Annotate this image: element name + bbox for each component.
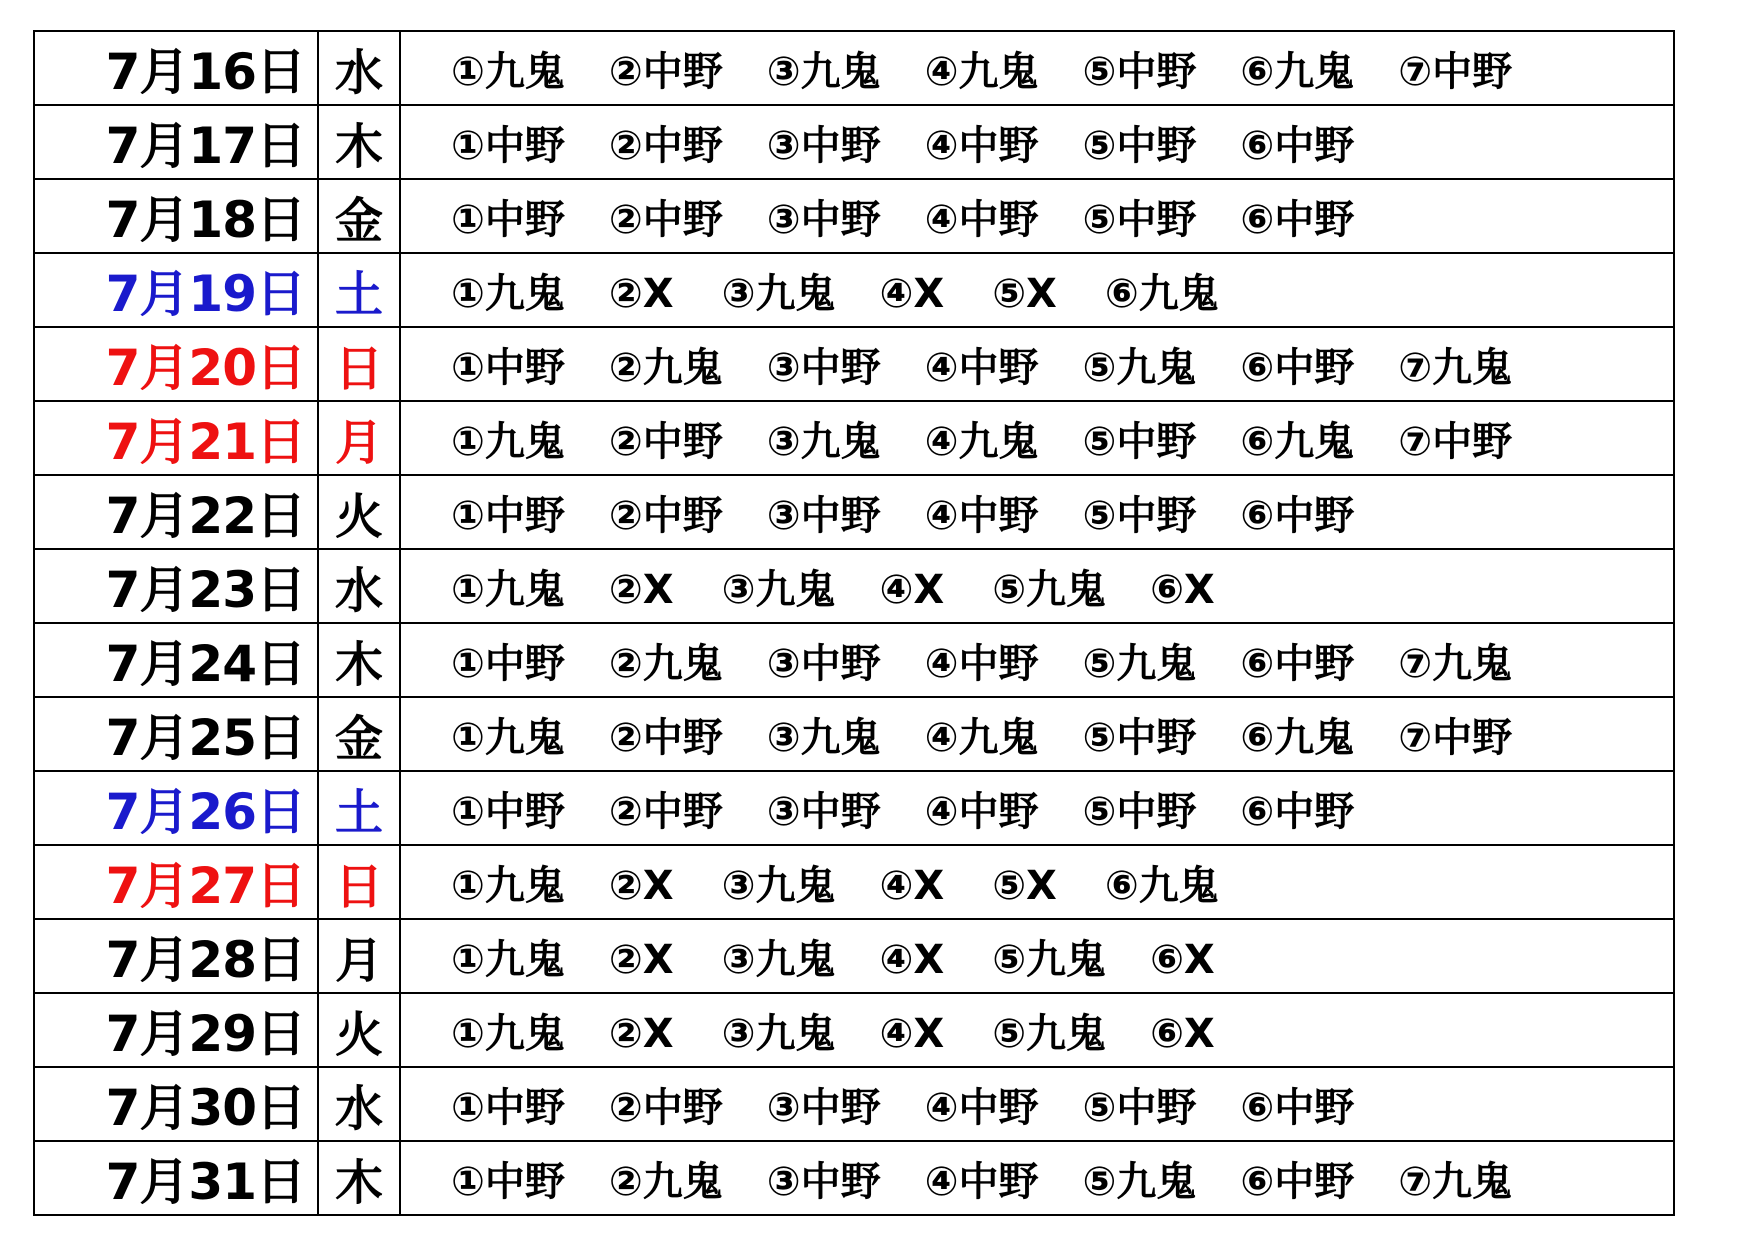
- slot-assignment: ①中野: [451, 196, 565, 243]
- assignments-cell: [400, 475, 1674, 549]
- schedule-table: [33, 30, 1675, 1216]
- assignments-cell: [400, 697, 1674, 771]
- date-cell: 7月31日: [34, 1141, 318, 1215]
- table-row: [34, 179, 1674, 253]
- date-cell: 7月21日: [34, 401, 318, 475]
- slot-assignment: ⑥中野: [1240, 1084, 1355, 1131]
- date-cell: 7月30日: [34, 1067, 318, 1141]
- table-row: [34, 993, 1674, 1067]
- slot-assignment: ⑥中野: [1240, 196, 1355, 243]
- slot-assignment: ①中野: [451, 788, 565, 835]
- slot-assignment: ④中野: [924, 788, 1039, 835]
- slot-assignment: ③九鬼: [766, 48, 881, 95]
- slot-assignment: ⑥中野: [1240, 640, 1355, 687]
- slot-assignment: ④X: [879, 566, 945, 613]
- slot-assignment: ⑥九鬼: [1240, 418, 1355, 465]
- slot-assignment: ⑥九鬼: [1104, 270, 1219, 317]
- slot-assignment: ②中野: [608, 122, 723, 169]
- weekday-cell: 水: [318, 1067, 400, 1141]
- slot-assignment: ⑥中野: [1240, 1158, 1355, 1205]
- slot-assignment: ④中野: [924, 1158, 1039, 1205]
- slot-assignment: ⑤X: [992, 270, 1057, 317]
- slot-assignment: ⑥中野: [1240, 788, 1355, 835]
- slot-assignment: ⑤九鬼: [992, 566, 1107, 613]
- assignments-cell: [400, 549, 1674, 623]
- table-row: [34, 549, 1674, 623]
- slot-assignment: ③九鬼: [766, 418, 881, 465]
- slot-assignment: ④中野: [924, 122, 1039, 169]
- table-row: [34, 475, 1674, 549]
- slot-assignment: ④中野: [924, 640, 1039, 687]
- slot-assignment: ②中野: [608, 418, 723, 465]
- slot-assignment: ③九鬼: [721, 1010, 836, 1057]
- slot-assignment: ②九鬼: [608, 1158, 723, 1205]
- weekday-cell: 土: [318, 771, 400, 845]
- assignments-cell: [400, 993, 1674, 1067]
- schedule-body: [34, 31, 1674, 1215]
- table-row: [34, 697, 1674, 771]
- assignments-cell: [400, 845, 1674, 919]
- slot-assignment: ⑦九鬼: [1398, 344, 1513, 391]
- table-row: [34, 253, 1674, 327]
- slot-assignment: ⑥九鬼: [1240, 714, 1355, 761]
- slot-assignment: ①中野: [451, 1158, 565, 1205]
- slot-assignment: ⑦中野: [1398, 48, 1513, 95]
- weekday-cell: 月: [318, 401, 400, 475]
- slot-assignment: ⑦中野: [1398, 418, 1513, 465]
- table-row: [34, 1141, 1674, 1215]
- slot-assignment: ④X: [879, 862, 945, 909]
- weekday-cell: 月: [318, 919, 400, 993]
- slot-assignment: ③中野: [766, 196, 881, 243]
- weekday-cell: 木: [318, 623, 400, 697]
- assignments-cell: [400, 327, 1674, 401]
- date-cell: 7月26日: [34, 771, 318, 845]
- slot-assignment: ①九鬼: [451, 418, 565, 465]
- slot-assignment: ③中野: [766, 1084, 881, 1131]
- slot-assignment: ⑤中野: [1082, 714, 1197, 761]
- date-cell: 7月23日: [34, 549, 318, 623]
- slot-assignment: ③中野: [766, 344, 881, 391]
- weekday-cell: 金: [318, 179, 400, 253]
- slot-assignment: ③中野: [766, 640, 881, 687]
- slot-assignment: ②中野: [608, 196, 723, 243]
- slot-assignment: ⑥中野: [1240, 344, 1355, 391]
- slot-assignment: ①中野: [451, 1084, 565, 1131]
- slot-assignment: ①九鬼: [451, 270, 565, 317]
- slot-assignment: ④九鬼: [924, 418, 1039, 465]
- weekday-cell: 火: [318, 475, 400, 549]
- slot-assignment: ⑦九鬼: [1398, 640, 1513, 687]
- slot-assignment: ⑥X: [1150, 566, 1215, 613]
- date-cell: 7月17日: [34, 105, 318, 179]
- slot-assignment: ⑤X: [992, 862, 1057, 909]
- slot-assignment: ④中野: [924, 196, 1039, 243]
- slot-assignment: ①九鬼: [451, 48, 565, 95]
- slot-assignment: ③中野: [766, 492, 881, 539]
- date-cell: 7月20日: [34, 327, 318, 401]
- slot-assignment: ⑥X: [1150, 1010, 1215, 1057]
- table-row: [34, 845, 1674, 919]
- slot-assignment: ④九鬼: [924, 714, 1039, 761]
- assignments-cell: [400, 771, 1674, 845]
- slot-assignment: ①九鬼: [451, 1010, 565, 1057]
- assignments-cell: [400, 105, 1674, 179]
- slot-assignment: ⑥九鬼: [1240, 48, 1355, 95]
- slot-assignment: ⑥中野: [1240, 492, 1355, 539]
- weekday-cell: 金: [318, 697, 400, 771]
- weekday-cell: 木: [318, 1141, 400, 1215]
- date-cell: 7月22日: [34, 475, 318, 549]
- weekday-cell: 火: [318, 993, 400, 1067]
- slot-assignment: ①九鬼: [451, 936, 565, 983]
- slot-assignment: ⑤九鬼: [992, 936, 1107, 983]
- weekday-cell: 水: [318, 31, 400, 105]
- weekday-cell: 日: [318, 845, 400, 919]
- table-row: [34, 623, 1674, 697]
- assignments-cell: [400, 401, 1674, 475]
- slot-assignment: ②X: [608, 1010, 674, 1057]
- weekday-cell: 土: [318, 253, 400, 327]
- slot-assignment: ①中野: [451, 640, 565, 687]
- table-row: [34, 919, 1674, 993]
- slot-assignment: ②九鬼: [608, 344, 723, 391]
- slot-assignment: ③中野: [766, 122, 881, 169]
- date-cell: 7月16日: [34, 31, 318, 105]
- slot-assignment: ⑥九鬼: [1104, 862, 1219, 909]
- table-row: [34, 1067, 1674, 1141]
- slot-assignment: ⑤中野: [1082, 418, 1197, 465]
- slot-assignment: ③九鬼: [721, 936, 836, 983]
- slot-assignment: ⑤中野: [1082, 196, 1197, 243]
- assignments-cell: [400, 253, 1674, 327]
- slot-assignment: ⑤九鬼: [1082, 344, 1197, 391]
- slot-assignment: ③中野: [766, 788, 881, 835]
- assignments-cell: [400, 623, 1674, 697]
- slot-assignment: ②X: [608, 936, 674, 983]
- weekday-cell: 木: [318, 105, 400, 179]
- assignments-cell: [400, 31, 1674, 105]
- slot-assignment: ④中野: [924, 344, 1039, 391]
- slot-assignment: ②九鬼: [608, 640, 723, 687]
- weekday-cell: 水: [318, 549, 400, 623]
- slot-assignment: ⑤九鬼: [1082, 1158, 1197, 1205]
- slot-assignment: ⑤中野: [1082, 788, 1197, 835]
- slot-assignment: ④中野: [924, 1084, 1039, 1131]
- slot-assignment: ⑦九鬼: [1398, 1158, 1513, 1205]
- slot-assignment: ⑤中野: [1082, 1084, 1197, 1131]
- slot-assignment: ②X: [608, 862, 674, 909]
- slot-assignment: ⑤九鬼: [992, 1010, 1107, 1057]
- slot-assignment: ⑤中野: [1082, 492, 1197, 539]
- date-cell: 7月28日: [34, 919, 318, 993]
- slot-assignment: ②中野: [608, 788, 723, 835]
- slot-assignment: ②中野: [608, 714, 723, 761]
- slot-assignment: ①中野: [451, 492, 565, 539]
- slot-assignment: ②中野: [608, 1084, 723, 1131]
- date-cell: 7月27日: [34, 845, 318, 919]
- date-cell: 7月25日: [34, 697, 318, 771]
- weekday-cell: 日: [318, 327, 400, 401]
- slot-assignment: ③九鬼: [721, 270, 836, 317]
- slot-assignment: ④九鬼: [924, 48, 1039, 95]
- slot-assignment: ③九鬼: [766, 714, 881, 761]
- assignments-cell: [400, 1067, 1674, 1141]
- slot-assignment: ③九鬼: [721, 862, 836, 909]
- slot-assignment: ①九鬼: [451, 566, 565, 613]
- date-cell: 7月29日: [34, 993, 318, 1067]
- slot-assignment: ④X: [879, 936, 945, 983]
- date-cell: 7月24日: [34, 623, 318, 697]
- assignments-cell: [400, 179, 1674, 253]
- slot-assignment: ②中野: [608, 48, 723, 95]
- slot-assignment: ⑤中野: [1082, 48, 1197, 95]
- slot-assignment: ④中野: [924, 492, 1039, 539]
- slot-assignment: ⑦中野: [1398, 714, 1513, 761]
- slot-assignment: ①中野: [451, 344, 565, 391]
- slot-assignment: ⑤中野: [1082, 122, 1197, 169]
- table-row: [34, 327, 1674, 401]
- slot-assignment: ②中野: [608, 492, 723, 539]
- date-cell: 7月18日: [34, 179, 318, 253]
- date-cell: 7月19日: [34, 253, 318, 327]
- slot-assignment: ②X: [608, 270, 674, 317]
- slot-assignment: ①九鬼: [451, 862, 565, 909]
- slot-assignment: ③中野: [766, 1158, 881, 1205]
- table-row: [34, 771, 1674, 845]
- slot-assignment: ③九鬼: [721, 566, 836, 613]
- table-row: [34, 401, 1674, 475]
- slot-assignment: ④X: [879, 270, 945, 317]
- slot-assignment: ⑤九鬼: [1082, 640, 1197, 687]
- table-row: [34, 105, 1674, 179]
- assignments-cell: [400, 919, 1674, 993]
- slot-assignment: ①九鬼: [451, 714, 565, 761]
- slot-assignment: ④X: [879, 1010, 945, 1057]
- slot-assignment: ①中野: [451, 122, 565, 169]
- slot-assignment: ②X: [608, 566, 674, 613]
- slot-assignment: ⑥X: [1150, 936, 1215, 983]
- slot-assignment: ⑥中野: [1240, 122, 1355, 169]
- table-row: [34, 31, 1674, 105]
- assignments-cell: [400, 1141, 1674, 1215]
